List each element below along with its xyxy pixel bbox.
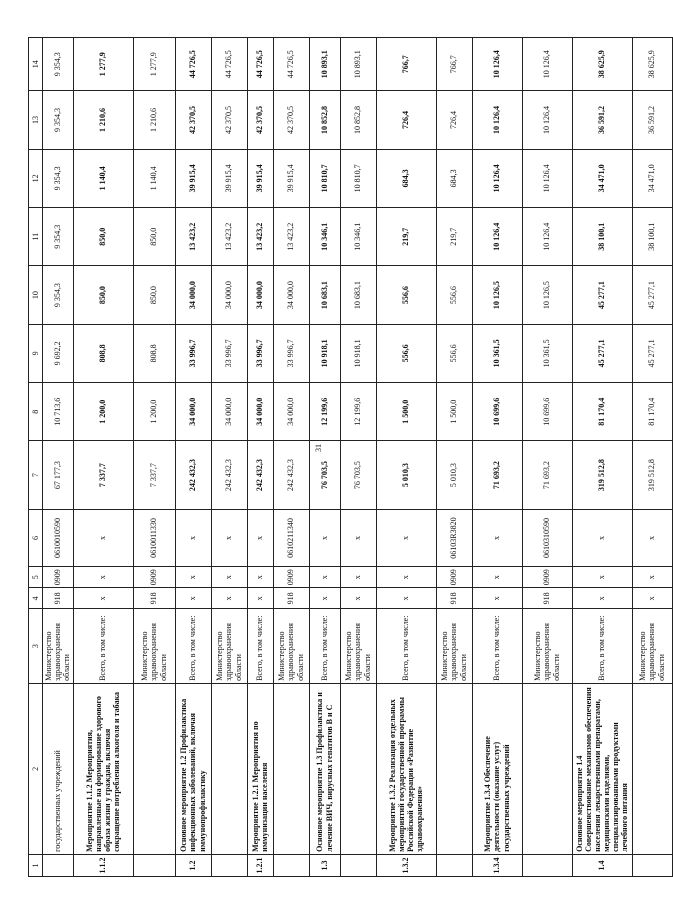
program-name-cell: государственных учреждений	[43, 683, 74, 854]
amount-cell: 10 126,4	[472, 91, 522, 149]
amount-cell: 556,6	[376, 324, 436, 382]
header-cell: 9	[29, 324, 43, 382]
amount-cell: 13 423,2	[175, 208, 211, 266]
target-article-cell: 06103R3820	[436, 509, 472, 566]
program-name-cell: Основное мероприятие 1.2 Профилактика инфекционных заболеваний, включая иммунопрофилактику	[175, 683, 211, 854]
amount-cell: 10 683,1	[340, 266, 376, 324]
target-article-cell: x	[211, 509, 247, 566]
amount-cell: 9 354,3	[43, 266, 74, 324]
section-code-cell: x	[472, 567, 522, 588]
amount-cell: 808,8	[73, 324, 133, 382]
amount-cell: 10 126,4	[522, 208, 572, 266]
amount-cell: 76 703,5	[309, 441, 340, 509]
amount-cell: 71 693,2	[522, 441, 572, 509]
target-article-cell: x	[632, 509, 672, 566]
amount-cell: 10 126,4	[472, 149, 522, 207]
header-cell: 7	[29, 441, 43, 509]
row-number-cell: 1.3	[309, 854, 340, 876]
amount-cell: 34 000,0	[247, 266, 273, 324]
row-number-cell	[436, 854, 472, 876]
amount-cell: 850,0	[133, 266, 175, 324]
amount-cell: 44 726,5	[211, 38, 247, 91]
section-code-cell: x	[376, 567, 436, 588]
grbs-code-cell: x	[175, 588, 211, 609]
row-number-cell	[133, 854, 175, 876]
header-cell: 10	[29, 266, 43, 324]
amount-cell: 45 277,1	[632, 266, 672, 324]
amount-cell: 44 726,5	[247, 38, 273, 91]
program-name-cell	[436, 683, 472, 854]
grbs-code-cell: x	[376, 588, 436, 609]
responsible-executor-cell: Министерство здравоохранения области	[273, 609, 309, 683]
amount-cell: 10 893,1	[340, 38, 376, 91]
amount-cell: 10 699,6	[522, 383, 572, 441]
program-name-cell	[632, 683, 672, 854]
amount-cell: 1 200,0	[73, 383, 133, 441]
header-cell: 1	[29, 854, 43, 876]
amount-cell: 7 337,7	[73, 441, 133, 509]
amount-cell: 10 346,1	[309, 208, 340, 266]
header-cell: 14	[29, 38, 43, 91]
amount-cell: 45 277,1	[632, 324, 672, 382]
row-number-cell	[522, 854, 572, 876]
target-article-cell: x	[247, 509, 273, 566]
amount-cell: 42 370,5	[247, 91, 273, 149]
amount-cell: 726,4	[376, 91, 436, 149]
program-name-cell: Мероприятие 1.2.1 Мероприятия по иммунизации населения	[247, 683, 273, 854]
header-cell: 5	[29, 567, 43, 588]
amount-cell: 34 471,0	[632, 149, 672, 207]
target-article-cell: 0610211340	[273, 509, 309, 566]
amount-cell: 319 512,8	[572, 441, 632, 509]
grbs-code-cell: 918	[133, 588, 175, 609]
row-number-cell: 1.2	[175, 854, 211, 876]
amount-cell: 71 693,2	[472, 441, 522, 509]
responsible-executor-cell: Всего, в том числе:	[309, 609, 340, 683]
amount-cell: 10 683,1	[309, 266, 340, 324]
amount-cell: 34 000,0	[273, 383, 309, 441]
amount-cell: 10 893,1	[309, 38, 340, 91]
amount-cell: 850,0	[73, 266, 133, 324]
grbs-code-cell: x	[211, 588, 247, 609]
amount-cell: 34 000,0	[211, 383, 247, 441]
amount-cell: 38 625,9	[572, 38, 632, 91]
amount-cell: 556,6	[436, 324, 472, 382]
grbs-code-cell: 918	[436, 588, 472, 609]
header-cell: 11	[29, 208, 43, 266]
amount-cell: 5 010,3	[436, 441, 472, 509]
row-number-cell	[211, 854, 247, 876]
row-number-cell: 1.4	[572, 854, 632, 876]
amount-cell: 10 126,5	[472, 266, 522, 324]
amount-cell: 42 370,5	[273, 91, 309, 149]
amount-cell: 1 200,0	[133, 383, 175, 441]
program-name-cell	[133, 683, 175, 854]
budget-table	[28, 37, 673, 877]
section-code-cell: x	[309, 567, 340, 588]
amount-cell: 684,3	[436, 149, 472, 207]
header-cell: 3	[29, 609, 43, 683]
amount-cell: 44 726,5	[273, 38, 309, 91]
amount-cell: 242 432,3	[247, 441, 273, 509]
amount-cell: 684,3	[376, 149, 436, 207]
amount-cell: 39 915,4	[211, 149, 247, 207]
amount-cell: 1 500,0	[436, 383, 472, 441]
section-code-cell: x	[211, 567, 247, 588]
grbs-code-cell: 918	[43, 588, 74, 609]
amount-cell: 9 692,2	[43, 324, 74, 382]
amount-cell: 808,8	[133, 324, 175, 382]
amount-cell: 36 591,2	[632, 91, 672, 149]
amount-cell: 10 713,6	[43, 383, 74, 441]
section-code-cell: x	[175, 567, 211, 588]
amount-cell: 42 370,5	[175, 91, 211, 149]
amount-cell: 34 000,0	[247, 383, 273, 441]
program-name-cell: Основное мероприятие 1.4 Совершенствование механизмов обеспечения населения лекарственными препаратами, медицинскими изделиями, специализированными продуктами лечебного питания	[572, 683, 632, 854]
amount-cell: 1 277,9	[133, 38, 175, 91]
amount-cell: 9 354,3	[43, 38, 74, 91]
amount-cell: 38 625,9	[632, 38, 672, 91]
amount-cell: 45 277,1	[572, 324, 632, 382]
table-row	[247, 38, 273, 877]
amount-cell: 10 699,6	[472, 383, 522, 441]
amount-cell: 44 726,5	[175, 38, 211, 91]
target-article-cell: 0610310590	[522, 509, 572, 566]
amount-cell: 36 591,2	[572, 91, 632, 149]
table-row	[211, 38, 247, 877]
target-article-cell: x	[73, 509, 133, 566]
header-cell: 8	[29, 383, 43, 441]
amount-cell: 10 918,1	[340, 324, 376, 382]
amount-cell: 10 346,1	[340, 208, 376, 266]
amount-cell: 33 996,7	[273, 324, 309, 382]
amount-cell: 1 140,4	[133, 149, 175, 207]
amount-cell: 242 432,3	[273, 441, 309, 509]
table-row	[522, 38, 572, 877]
grbs-code-cell: x	[340, 588, 376, 609]
amount-cell: 38 100,1	[632, 208, 672, 266]
table-row	[472, 38, 522, 877]
table-row	[133, 38, 175, 877]
responsible-executor-cell: Всего, в том числе:	[247, 609, 273, 683]
header-number-row	[29, 38, 43, 877]
amount-cell: 34 000,0	[211, 266, 247, 324]
amount-cell: 13 423,2	[273, 208, 309, 266]
table-row	[572, 38, 632, 877]
amount-cell: 39 915,4	[273, 149, 309, 207]
amount-cell: 556,6	[376, 266, 436, 324]
table-row	[43, 38, 74, 877]
amount-cell: 10 852,8	[340, 91, 376, 149]
amount-cell: 10 126,4	[472, 208, 522, 266]
amount-cell: 5 010,3	[376, 441, 436, 509]
header-cell: 4	[29, 588, 43, 609]
page-number: 31	[314, 444, 323, 452]
header-cell: 2	[29, 683, 43, 854]
amount-cell: 33 996,7	[175, 324, 211, 382]
amount-cell: 34 000,0	[175, 266, 211, 324]
amount-cell: 42 370,5	[211, 91, 247, 149]
amount-cell: 33 996,7	[247, 324, 273, 382]
amount-cell: 34 000,0	[175, 383, 211, 441]
section-code-cell: x	[340, 567, 376, 588]
section-code-cell: 0909	[273, 567, 309, 588]
amount-cell: 39 915,4	[175, 149, 211, 207]
amount-cell: 9 354,3	[43, 91, 74, 149]
amount-cell: 67 177,3	[43, 441, 74, 509]
amount-cell: 34 000,0	[273, 266, 309, 324]
program-name-cell: Мероприятие 1.3.4 Обеспечение деятельности (оказание услуг) государственных учреждений	[472, 683, 522, 854]
grbs-code-cell: 918	[522, 588, 572, 609]
responsible-executor-cell: Всего, в том числе:	[376, 609, 436, 683]
amount-cell: 242 432,3	[211, 441, 247, 509]
target-article-cell: x	[376, 509, 436, 566]
amount-cell: 726,4	[436, 91, 472, 149]
row-number-cell	[632, 854, 672, 876]
amount-cell: 219,7	[376, 208, 436, 266]
program-name-cell	[522, 683, 572, 854]
amount-cell: 7 337,7	[133, 441, 175, 509]
section-code-cell: x	[247, 567, 273, 588]
amount-cell: 10 361,5	[522, 324, 572, 382]
responsible-executor-cell: Министерство здравоохранения области	[632, 609, 672, 683]
responsible-executor-cell: Министерство здравоохранения области	[43, 609, 74, 683]
amount-cell: 12 199,6	[309, 383, 340, 441]
amount-cell: 33 996,7	[211, 324, 247, 382]
amount-cell: 1 210,6	[133, 91, 175, 149]
amount-cell: 13 423,2	[247, 208, 273, 266]
responsible-executor-cell: Всего, в том числе:	[472, 609, 522, 683]
target-article-cell: x	[572, 509, 632, 566]
responsible-executor-cell: Всего, в том числе:	[572, 609, 632, 683]
amount-cell: 10 361,5	[472, 324, 522, 382]
amount-cell: 13 423,2	[211, 208, 247, 266]
responsible-executor-cell: Министерство здравоохранения области	[211, 609, 247, 683]
header-cell: 6	[29, 509, 43, 566]
amount-cell: 850,0	[133, 208, 175, 266]
amount-cell: 10 126,4	[522, 149, 572, 207]
program-name-cell	[211, 683, 247, 854]
amount-cell: 10 126,4	[522, 38, 572, 91]
amount-cell: 319 512,8	[632, 441, 672, 509]
table-row	[273, 38, 309, 877]
amount-cell: 76 703,5	[340, 441, 376, 509]
row-number-cell: 1.3.2	[376, 854, 436, 876]
responsible-executor-cell: Всего, в том числе:	[175, 609, 211, 683]
amount-cell: 1 140,4	[73, 149, 133, 207]
responsible-executor-cell: Министерство здравоохранения области	[436, 609, 472, 683]
amount-cell: 10 918,1	[309, 324, 340, 382]
amount-cell: 34 471,0	[572, 149, 632, 207]
responsible-executor-cell: Министерство здравоохранения области	[133, 609, 175, 683]
row-number-cell: 1.3.4	[472, 854, 522, 876]
target-article-cell: x	[472, 509, 522, 566]
grbs-code-cell: x	[632, 588, 672, 609]
table-row	[376, 38, 436, 877]
section-code-cell: 0909	[522, 567, 572, 588]
grbs-code-cell: x	[309, 588, 340, 609]
responsible-executor-cell: Всего, в том числе:	[73, 609, 133, 683]
target-article-cell: x	[340, 509, 376, 566]
amount-cell: 219,7	[436, 208, 472, 266]
amount-cell: 556,6	[436, 266, 472, 324]
amount-cell: 10 810,7	[340, 149, 376, 207]
row-number-cell	[340, 854, 376, 876]
amount-cell: 10 852,8	[309, 91, 340, 149]
header-cell: 13	[29, 91, 43, 149]
program-name-cell	[340, 683, 376, 854]
program-name-cell	[273, 683, 309, 854]
amount-cell: 1 210,6	[73, 91, 133, 149]
amount-cell: 1 277,9	[73, 38, 133, 91]
amount-cell: 39 915,4	[247, 149, 273, 207]
amount-cell: 10 126,5	[522, 266, 572, 324]
section-code-cell: x	[73, 567, 133, 588]
amount-cell: 10 126,4	[522, 91, 572, 149]
section-code-cell: 0909	[436, 567, 472, 588]
program-name-cell: Мероприятие 1.3.2 Реализация отдельных мероприятий государственной программы Российской Федерации «Развитие здравоохранения»	[376, 683, 436, 854]
table-row	[340, 38, 376, 877]
section-code-cell: x	[572, 567, 632, 588]
target-article-cell: x	[175, 509, 211, 566]
amount-cell: 1 500,0	[376, 383, 436, 441]
amount-cell: 81 170,4	[572, 383, 632, 441]
table-row	[632, 38, 672, 877]
grbs-code-cell: x	[247, 588, 273, 609]
grbs-code-cell: x	[73, 588, 133, 609]
amount-cell: 38 100,1	[572, 208, 632, 266]
amount-cell: 242 432,3	[175, 441, 211, 509]
row-number-cell	[273, 854, 309, 876]
target-article-cell: x	[309, 509, 340, 566]
rotated-page-content	[28, 37, 666, 877]
header-cell: 12	[29, 149, 43, 207]
section-code-cell: 0909	[133, 567, 175, 588]
amount-cell: 10 126,4	[472, 38, 522, 91]
table-row	[73, 38, 133, 877]
amount-cell: 10 810,7	[309, 149, 340, 207]
grbs-code-cell: x	[572, 588, 632, 609]
amount-cell: 9 354,3	[43, 208, 74, 266]
amount-cell: 850,0	[73, 208, 133, 266]
section-code-cell: x	[632, 567, 672, 588]
grbs-code-cell: 918	[273, 588, 309, 609]
target-article-cell: 0610010590	[43, 509, 74, 566]
table-row	[175, 38, 211, 877]
amount-cell: 766,7	[376, 38, 436, 91]
amount-cell: 45 277,1	[572, 266, 632, 324]
amount-cell: 12 199,6	[340, 383, 376, 441]
amount-cell: 766,7	[436, 38, 472, 91]
grbs-code-cell: x	[472, 588, 522, 609]
program-name-cell: Мероприятие 1.1.2 Мероприятия, направленные на формирование здорового образа жизни у граждан, включая сокращение потребления алкоголя и табака	[73, 683, 133, 854]
row-number-cell	[43, 854, 74, 876]
amount-cell: 81 170,4	[632, 383, 672, 441]
table-row	[436, 38, 472, 877]
amount-cell: 9 354,3	[43, 149, 74, 207]
program-name-cell: Основное мероприятие 1.3 Профилактика и лечение ВИЧ, вирусных гепатитов В и С	[309, 683, 340, 854]
responsible-executor-cell: Министерство здравоохранения области	[522, 609, 572, 683]
responsible-executor-cell: Министерство здравоохранения области	[340, 609, 376, 683]
row-number-cell: 1.1.2	[73, 854, 133, 876]
table-row	[309, 38, 340, 877]
row-number-cell: 1.2.1	[247, 854, 273, 876]
section-code-cell: 0909	[43, 567, 74, 588]
target-article-cell: 0610011330	[133, 509, 175, 566]
